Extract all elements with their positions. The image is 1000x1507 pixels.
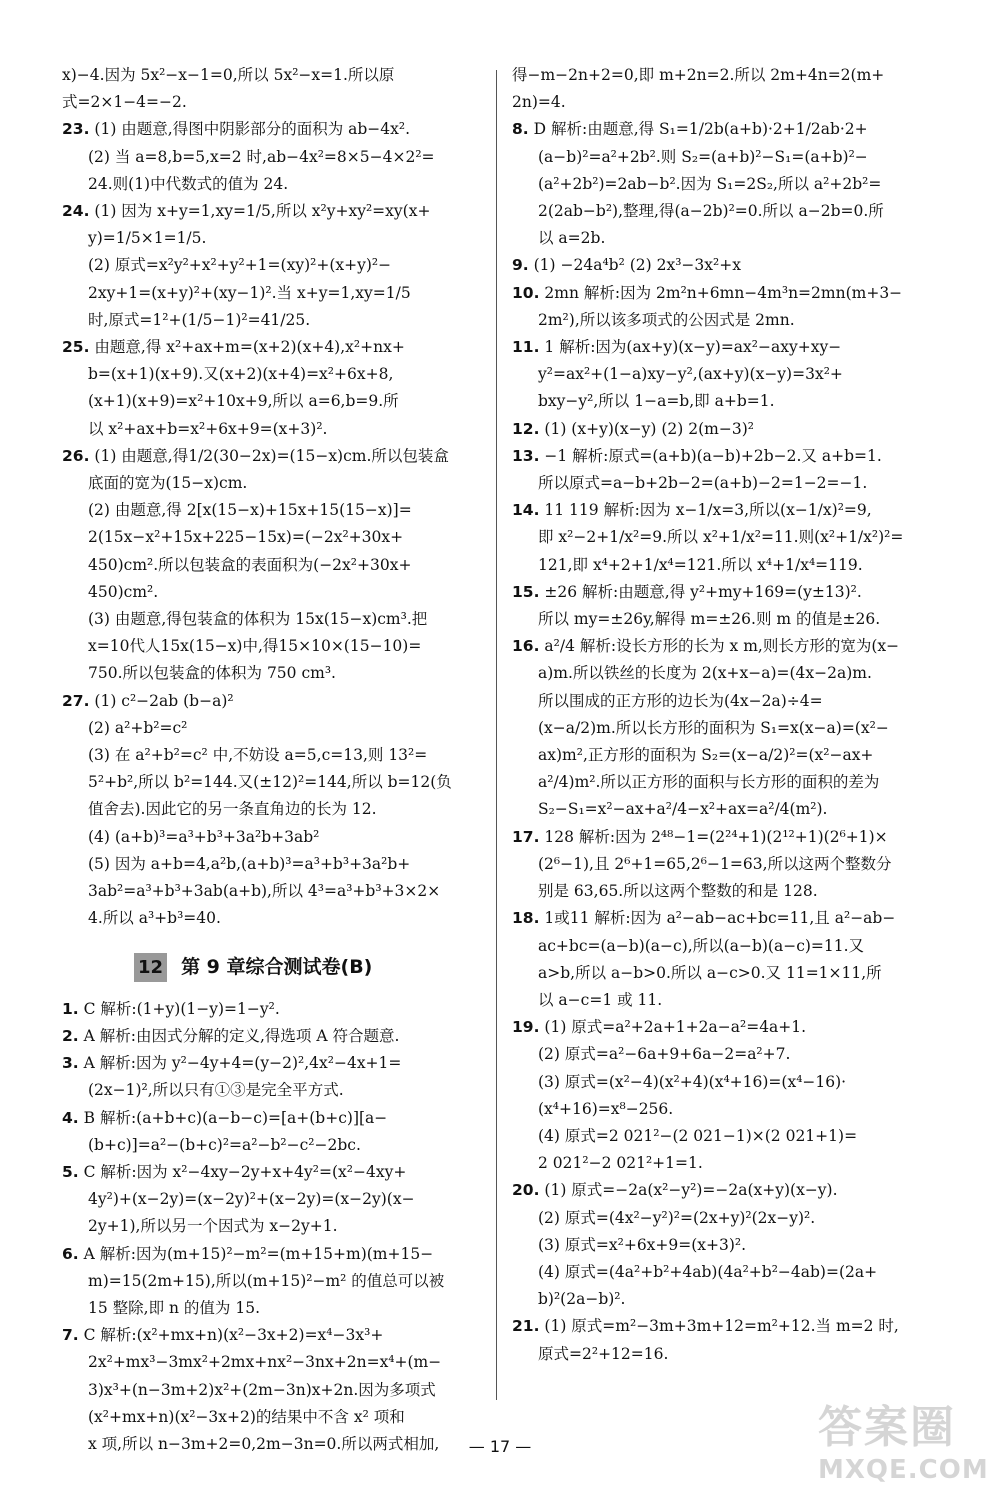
answer-text: −1 解析:原式=(a+b)(a−b)+2b−2.又 a+b=1. <box>544 446 882 465</box>
answer-line <box>512 1313 937 1340</box>
answer-item <box>62 1241 480 1323</box>
answer-text: 1 解析:因为(ax+y)(x−y)=ax²−axy+xy− <box>544 338 842 357</box>
answer-text: 3)x³+(n−3m+2)x²+(2m−3n)x+2n.因为多项式 <box>88 1380 436 1399</box>
answer-text: 所以 my=±26y,解得 m=±26.则 m 的值是±26. <box>538 610 881 629</box>
answer-text: 式=2×1−4=−2. <box>62 93 187 112</box>
answer-line <box>512 1014 937 1041</box>
answer-line <box>512 824 937 851</box>
answer-line <box>512 606 937 633</box>
answer-text: 值舍去).因此它的另一条直角边的长为 12. <box>88 800 377 819</box>
answer-item <box>512 1014 937 1177</box>
answer-text: ±26 解析:由题意,得 y²+my+169=(y±13)². <box>544 582 862 601</box>
question-number: 6. <box>62 1244 79 1263</box>
answer-line <box>62 361 480 388</box>
answer-item <box>62 334 480 443</box>
answer-line <box>62 416 480 443</box>
answer-line <box>512 660 937 687</box>
answer-text: (2) 当 a=8,b=5,x=2 时,ab−4x²=8×5−4×2²= <box>88 147 435 166</box>
answer-line <box>62 1322 480 1349</box>
answer-text: (2) a²+b²=c² <box>88 718 188 737</box>
answer-item <box>512 416 937 443</box>
answer-line <box>512 470 937 497</box>
answer-line <box>62 824 480 851</box>
answer-text: a>b,所以 a−b>0.所以 a−c>0.又 11=1×11,所 <box>538 963 882 982</box>
answer-text: (3) 在 a²+b²=c² 中,不妨设 a=5,c=13,则 13²= <box>88 746 428 765</box>
answer-line <box>512 198 937 225</box>
answer-line <box>512 960 937 987</box>
answer-text: (2) 原式=(4x²−y²)²=(2x+y)²(2x−y)². <box>538 1208 816 1227</box>
answer-line <box>512 416 937 443</box>
answer-text: 2x²+mx³−3mx²+2mx+nx²−3nx+2n=x⁴+(m− <box>88 1353 442 1372</box>
answer-line <box>62 851 480 878</box>
answer-text: 2xy+1=(x+y)²+(xy−1)².当 x+y=1,xy=1/5 <box>88 283 411 302</box>
answer-text: (1) 原式=a²+2a+1+2a−a²=4a+1. <box>544 1018 807 1037</box>
column-divider <box>496 70 497 1400</box>
answer-line <box>512 307 937 334</box>
answer-text: a²/4)m².所以正方形的面积与长方形的面积的差为 <box>538 773 880 792</box>
answer-line <box>62 1241 480 1268</box>
answer-text: (a−b)²=a²+2b².则 S₂=(a+b)²−S₁=(a+b)²− <box>538 147 868 166</box>
answer-item <box>512 497 937 579</box>
answer-text: (1) 由题意,得图中阴影部分的面积为 ab−4x². <box>94 120 411 139</box>
answer-line <box>62 905 480 932</box>
question-number: 4. <box>62 1108 79 1127</box>
section-number-badge: 12 <box>134 953 167 982</box>
answer-text: (1) (x+y)(x−y) (2) 2(m−3)² <box>544 419 754 438</box>
answer-line <box>512 552 937 579</box>
answer-text: 2y+1),所以另一个因式为 x−2y+1. <box>88 1217 338 1236</box>
answer-line <box>512 688 937 715</box>
question-number: 13. <box>512 446 540 465</box>
answer-line <box>512 1096 937 1123</box>
answer-line <box>62 606 480 633</box>
answer-text: (4) 原式=2 021²−(2 021−1)×(2 021+1)= <box>538 1126 858 1145</box>
answer-line <box>512 334 937 361</box>
answer-item <box>62 1023 480 1050</box>
answer-text: 以 a=2b. <box>538 229 606 248</box>
question-number: 2. <box>62 1026 79 1045</box>
question-number: 7. <box>62 1326 79 1345</box>
answer-line <box>62 497 480 524</box>
answer-text: (a²+2b²)=2ab−b².因为 S₁=2S₂,所以 a²+2b²= <box>538 174 882 193</box>
answer-text: (3) 原式=x²+6x+9=(x+3)². <box>538 1235 747 1254</box>
answer-text: a²/4 解析:设长方形的长为 x m,则长方形的宽为(x− <box>544 637 900 656</box>
answer-item <box>62 1159 480 1241</box>
answer-text: (1) −24a⁴b² (2) 2x³−3x²+x <box>533 256 741 275</box>
answer-text: (1) 因为 x+y=1,xy=1/5,所以 x²y+xy²=xy(x+ <box>94 202 431 221</box>
question-number: 1. <box>62 999 79 1018</box>
answer-item <box>62 1105 480 1159</box>
question-number: 3. <box>62 1054 79 1073</box>
answer-line <box>512 1177 937 1204</box>
answer-text: 别是 63,65.所以这两个整数的和是 128. <box>538 882 818 901</box>
answer-item <box>512 579 937 633</box>
answer-line <box>62 524 480 551</box>
answer-line <box>62 878 480 905</box>
answer-line <box>512 1232 937 1259</box>
answer-text: (4) (a+b)³=a³+b³+3a²b+3ab² <box>88 827 320 846</box>
answer-line <box>62 252 480 279</box>
answer-line <box>62 334 480 361</box>
answer-line <box>62 171 480 198</box>
question-number: 25. <box>62 338 90 357</box>
answer-line <box>512 933 937 960</box>
answer-line <box>512 144 937 171</box>
answer-text: y)=1/5×1=1/5. <box>88 229 207 248</box>
answer-line <box>62 443 480 470</box>
answer-line <box>512 851 937 878</box>
watermark-text-top: 答案圈 <box>818 1402 956 1453</box>
answer-item <box>512 633 937 823</box>
question-number: 5. <box>62 1162 79 1181</box>
question-number: 24. <box>62 202 90 221</box>
answer-text: 1或11 解析:因为 a²−ab−ac+bc=11,且 a²−ab− <box>544 909 896 928</box>
answer-text: A 解析:因为(m+15)²−m²=(m+15+m)(m+15− <box>83 1244 434 1263</box>
answer-line <box>512 878 937 905</box>
answer-line <box>62 996 480 1023</box>
answer-text: b=(x+1)(x+9).又(x+2)(x+4)=x²+6x+8, <box>88 365 394 384</box>
answer-line <box>62 1295 480 1322</box>
answer-text: (1) 原式=−2a(x²−y²)=−2a(x+y)(x−y). <box>544 1181 838 1200</box>
answer-text: (1) 原式=m²−3m+3m+12=m²+12.当 m=2 时, <box>544 1317 899 1336</box>
answer-line <box>62 742 480 769</box>
answer-item <box>512 443 937 497</box>
answer-line <box>62 1023 480 1050</box>
answer-text: S₂−S₁=x²−ax+a²/4−x²+ax=a²/4(m²). <box>538 800 828 819</box>
answer-text: A 解析:因为 y²−4y+4=(y−2)²,4x²−4x+1= <box>83 1054 402 1073</box>
answer-text: 24.则(1)中代数式的值为 24. <box>88 174 289 193</box>
answer-text: 2(2ab−b²),整理,得(a−2b)²=0.所以 a−2b=0.所 <box>538 202 884 221</box>
answer-text: 121,即 x⁴+2+1/x⁴=121.所以 x⁴+1/x⁴=119. <box>538 555 863 574</box>
answer-line <box>62 633 480 660</box>
answer-text: bxy−y²,所以 1−a=b,即 a+b=1. <box>538 392 775 411</box>
answer-text: C 解析:(1+y)(1−y)=1−y². <box>83 999 280 1018</box>
answer-text: 时,原式=1²+(1/5−1)²=41/25. <box>88 310 311 329</box>
answer-text: (x+1)(x+9)=x²+10x+9,所以 a=6,b=9.所 <box>88 392 399 411</box>
answer-text: A 解析:由因式分解的定义,得选项 A 符合题意. <box>83 1026 400 1045</box>
answer-line <box>62 552 480 579</box>
answer-text: 以 x²+ax+b=x²+6x+9=(x+3)². <box>88 419 328 438</box>
answer-text: (1) c²−2ab (b−a)² <box>94 691 234 710</box>
answer-text: (1) 由题意,得1/2(30−2x)=(15−x)cm.所以包装盒 <box>94 446 449 465</box>
question-number: 16. <box>512 637 540 656</box>
page-number: — 17 — <box>468 1437 532 1456</box>
question-number: 17. <box>512 827 540 846</box>
answer-item <box>512 1313 937 1367</box>
answer-text: (4) 原式=(4a²+b²+4ab)(4a²+b²−4ab)=(2a+ <box>538 1262 878 1281</box>
answer-line <box>62 89 480 116</box>
question-number: 18. <box>512 909 540 928</box>
answer-item <box>62 1050 480 1104</box>
answer-text: (x⁴+16)=x⁸−256. <box>538 1099 674 1118</box>
answer-line <box>62 144 480 171</box>
answer-item <box>512 334 937 416</box>
answer-text: 以 a−c=1 或 11. <box>538 990 663 1009</box>
answer-text: (b+c)]=a²−(b+c)²=a²−b²−c²−2bc. <box>88 1135 361 1154</box>
answer-text: (2) 由题意,得 2[x(15−x)+15x+15(15−x)]= <box>88 501 412 520</box>
answer-line <box>512 1286 937 1313</box>
question-number: 8. <box>512 120 529 139</box>
answer-item <box>512 252 937 279</box>
answer-line <box>62 116 480 143</box>
answer-line <box>62 198 480 225</box>
answer-line <box>62 388 480 415</box>
question-number: 21. <box>512 1317 540 1336</box>
section-heading <box>134 953 480 982</box>
section-title: 第 9 章综合测试卷(B) <box>181 955 373 978</box>
question-number: 23. <box>62 120 90 139</box>
answer-line <box>62 1268 480 1295</box>
answer-line <box>512 116 937 143</box>
answer-text: 15 整除,即 n 的值为 15. <box>88 1298 260 1317</box>
answer-text: 所以围成的正方形的边长为(4x−2a)÷4= <box>538 691 823 710</box>
answer-text: 2m²),所以该多项式的公因式是 2mn. <box>538 310 795 329</box>
answer-line <box>512 987 937 1014</box>
left-column <box>62 62 480 1458</box>
answer-line <box>62 1213 480 1240</box>
answer-text: 2(15x−x²+15x+225−15x)=(−2x²+30x+ <box>88 528 404 547</box>
answer-text: x 项,所以 n−3m+2=0,2m−3n=0.所以两式相加, <box>88 1434 440 1453</box>
answer-text: 450)cm².所以包装盒的表面积为(−2x²+30x+ <box>88 555 412 574</box>
answer-line <box>512 715 937 742</box>
answer-line <box>62 796 480 823</box>
answer-text: 4y²)+(x−2y)=(x−2y)²+(x−2y)=(x−2y)(x− <box>88 1190 415 1209</box>
answer-text: 由题意,得 x²+ax+m=(x+2)(x+4),x²+nx+ <box>94 338 405 357</box>
answer-item <box>62 443 480 688</box>
answer-line <box>512 1123 937 1150</box>
question-number: 27. <box>62 691 90 710</box>
question-number: 20. <box>512 1181 540 1200</box>
answer-line <box>62 1050 480 1077</box>
answer-text: 所以原式=a−b+2b−2=(a+b)−2=1−2=−1. <box>538 474 868 493</box>
answer-line <box>512 252 937 279</box>
question-number: 14. <box>512 501 540 520</box>
answer-text: a)m.所以铁丝的长度为 2(x+x−a)=(4x−2a)m. <box>538 664 872 683</box>
answer-line <box>62 62 480 89</box>
answer-text: 底面的宽为(15−x)cm. <box>88 474 248 493</box>
answer-text: C 解析:(x²+mx+n)(x²−3x+2)=x⁴−3x³+ <box>83 1326 384 1345</box>
answer-item <box>62 996 480 1023</box>
right-column <box>512 62 937 1368</box>
answer-line <box>512 388 937 415</box>
watermark-logo <box>818 1401 994 1501</box>
answer-item <box>512 280 937 334</box>
answer-text: 750.所以包装盒的体积为 750 cm³. <box>88 664 336 683</box>
question-number: 19. <box>512 1018 540 1037</box>
answer-line <box>62 225 480 252</box>
question-number: 11. <box>512 338 540 357</box>
answer-text: x)−4.因为 5x²−x−1=0,所以 5x²−x=1.所以原 <box>62 66 395 84</box>
answer-line <box>62 769 480 796</box>
answer-line <box>62 1377 480 1404</box>
answer-line <box>62 280 480 307</box>
question-number: 15. <box>512 582 540 601</box>
answer-text: 128 解析:因为 2⁴⁸−1=(2²⁴+1)(2¹²+1)(2⁶+1)× <box>544 827 888 846</box>
answer-line <box>512 1259 937 1286</box>
answer-line <box>512 225 937 252</box>
answer-line <box>512 1041 937 1068</box>
answer-text: 即 x²−2+1/x²=9.所以 x²+1/x²=11.则(x²+1/x²)²= <box>538 528 904 547</box>
answer-text: 得−m−2n+2=0,即 m+2n=2.所以 2m+4n=2(m+ <box>512 66 885 84</box>
answer-text: 原式=2²+12=16. <box>538 1344 669 1363</box>
answer-line <box>512 280 937 307</box>
answer-line <box>512 769 937 796</box>
answer-item <box>512 62 937 116</box>
answer-text: x=10代人15x(15−x)中,得15×10×(15−10)= <box>88 637 422 656</box>
answer-line <box>62 1105 480 1132</box>
answer-line <box>512 796 937 823</box>
answer-text: 2n)=4. <box>512 93 566 112</box>
answer-line <box>512 62 937 89</box>
answer-text: (2) 原式=a²−6a+9+6a−2=a²+7. <box>538 1045 791 1064</box>
answer-line <box>62 1132 480 1159</box>
answer-text: (x²+mx+n)(x²−3x+2)的结果中不含 x² 项和 <box>88 1407 405 1426</box>
answer-text: b)²(2a−b)². <box>538 1290 626 1309</box>
answer-line <box>512 1205 937 1232</box>
answer-text: D 解析:由题意,得 S₁=1/2b(a+b)·2+1/2ab·2+ <box>533 120 868 139</box>
answer-text: (2x−1)²,所以只有①③是完全平方式. <box>88 1081 344 1100</box>
answer-text: 2mn 解析:因为 2m²n+6mn−4m³n=2mn(m+3− <box>544 283 903 302</box>
answer-text: ac+bc=(a−b)(a−c),所以(a−b)(a−c)=11.又 <box>538 936 865 955</box>
answer-line <box>62 307 480 334</box>
watermark-text-bottom: MXQE.COM <box>818 1455 989 1485</box>
answer-item <box>512 1177 937 1313</box>
answer-text: (3) 原式=(x²−4)(x²+4)(x⁴+16)=(x⁴−16)· <box>538 1072 847 1091</box>
answer-line <box>62 1349 480 1376</box>
answer-line <box>62 1077 480 1104</box>
answer-text: (2⁶−1),且 2⁶+1=65,2⁶−1=63,所以这两个整数分 <box>538 854 892 873</box>
answer-line <box>512 171 937 198</box>
answer-line <box>62 1186 480 1213</box>
question-number: 10. <box>512 283 540 302</box>
answer-text: 2 021²−2 021²+1=1. <box>538 1154 703 1173</box>
answer-item <box>512 116 937 252</box>
answer-line <box>512 1341 937 1368</box>
answer-text: 11 119 解析:因为 x−1/x=3,所以(x−1/x)²=9, <box>544 501 872 520</box>
answer-line <box>62 660 480 687</box>
answer-text: 3ab²=a³+b³+3ab(a+b),所以 4³=a³+b³+3×2× <box>88 882 441 901</box>
answer-item <box>62 62 480 116</box>
answer-text: 5²+b²,所以 b²=144.又(±12)²=144,所以 b=12(负 <box>88 773 452 792</box>
answer-text: 450)cm². <box>88 582 159 601</box>
answer-line <box>512 497 937 524</box>
answer-line <box>512 443 937 470</box>
answer-line <box>512 361 937 388</box>
answer-text: B 解析:(a+b+c)(a−b−c)=[a+(b+c)][a− <box>83 1108 388 1127</box>
answer-text: (3) 由题意,得包装盒的体积为 15x(15−x)cm³.把 <box>88 610 428 629</box>
answer-line <box>62 715 480 742</box>
answer-line <box>512 524 937 551</box>
answer-item <box>62 198 480 334</box>
answer-text: 4.所以 a³+b³=40. <box>88 909 221 928</box>
answer-line <box>512 905 937 932</box>
answer-text: y²=ax²+(1−a)xy−y²,(ax+y)(x−y)=3x²+ <box>538 365 843 384</box>
answer-line <box>512 1069 937 1096</box>
answer-line <box>62 1159 480 1186</box>
answer-line <box>62 470 480 497</box>
answer-item <box>512 905 937 1014</box>
answer-line <box>512 742 937 769</box>
answer-text: (x−a/2)m.所以长方形的面积为 S₁=x(x−a)=(x²− <box>538 718 889 737</box>
answer-text: (2) 原式=x²y²+x²+y²+1=(xy)²+(x+y)²− <box>88 256 392 275</box>
answer-item <box>62 688 480 933</box>
answer-line <box>512 89 937 116</box>
answer-text: C 解析:因为 x²−4xy−2y+x+4y²=(x²−4xy+ <box>83 1162 407 1181</box>
answer-item <box>62 116 480 198</box>
answer-line <box>62 579 480 606</box>
answer-text: m)=15(2m+15),所以(m+15)²−m² 的值总可以被 <box>88 1271 445 1290</box>
answer-item <box>512 824 937 906</box>
answer-text: (5) 因为 a+b=4,a²b,(a+b)³=a³+b³+3a²b+ <box>88 854 411 873</box>
answer-line <box>62 1404 480 1431</box>
answer-line <box>512 633 937 660</box>
answer-text: ax)m²,正方形的面积为 S₂=(x−a/2)²=(x²−ax+ <box>538 746 874 765</box>
answer-line <box>512 579 937 606</box>
question-number: 26. <box>62 446 90 465</box>
answer-line <box>512 1150 937 1177</box>
question-number: 9. <box>512 256 529 275</box>
answer-line <box>62 688 480 715</box>
question-number: 12. <box>512 419 540 438</box>
